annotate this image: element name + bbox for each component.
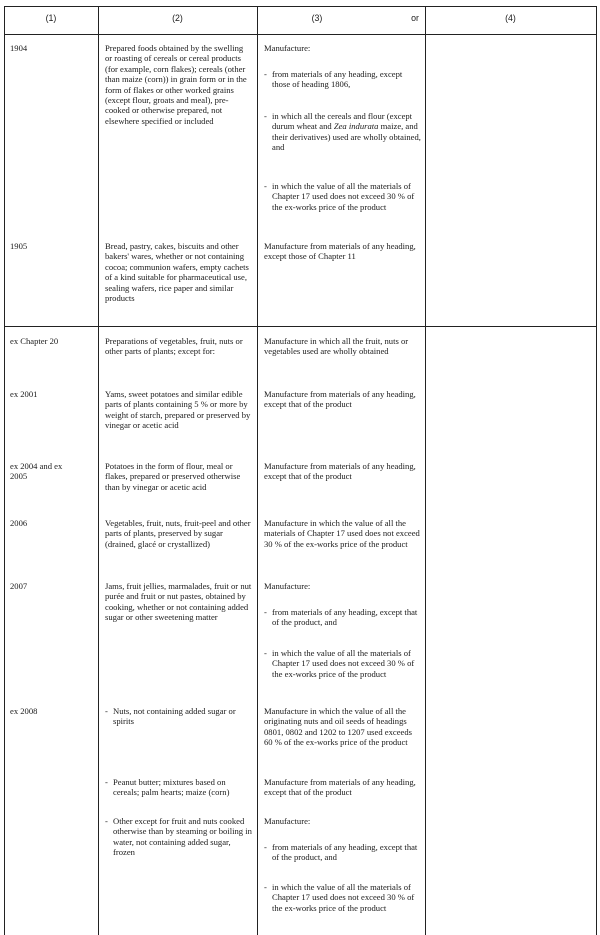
table-row-rule: Manufacture from materials of any heading, except that of the product — [264, 461, 416, 482]
chapter-divider — [4, 326, 597, 327]
dash-bullet: - — [264, 607, 267, 617]
table-row-heading: ex Chapter 20 — [10, 336, 59, 346]
table-row-rule-item: in which all the cereals and flour (except durum wheat and Zea indurata maize, and their derivatives) used are wholly obtained, and — [272, 111, 421, 153]
table-row-rule-item: in which the value of all the materials of Chapter 17 used does not exceed 30 % of the ex-works price of the product — [272, 882, 415, 913]
table-row-heading: 1904 — [10, 43, 28, 53]
table-row-rule-item: from materials of any heading, except those of heading 1806, — [272, 69, 403, 90]
table-row-heading: ex 2004 and ex 2005 — [10, 461, 63, 482]
table-row-description: Bread, pastry, cakes, biscuits and other bakers' wares, whether or not containing cocoa; communion wafers, empty cachets of a kind suitable for pharmaceutical use, sealing wafers, rice paper and similar products — [105, 241, 249, 304]
table-row-heading: ex 2008 — [10, 706, 38, 716]
table-row-rule-intro: Manufacture: — [264, 43, 311, 53]
table-top-border — [4, 6, 597, 7]
table-row-rule-item: from materials of any heading, except that of the product, and — [272, 607, 418, 628]
table-row-rule: Manufacture in which the value of all the materials of Chapter 17 used does not exceed 30 % of the ex-works price of the product — [264, 518, 420, 549]
table-row-rule: Manufacture from materials of any heading, except those of Chapter 11 — [264, 241, 416, 262]
table-row-description: Jams, fruit jellies, marmalades, fruit or nut purée and fruit or nut pastes, obtained by cooking, whether or not containing added sugar or other sweetening matter — [105, 581, 252, 623]
dash-bullet: - — [105, 777, 108, 787]
table-row-rule-item: in which the value of all the materials of Chapter 17 used does not exceed 30 % of the ex-works price of the product — [272, 181, 415, 212]
column-header-2: (2) — [172, 13, 183, 23]
column-border-1-2 — [98, 6, 99, 935]
dash-bullet: - — [105, 706, 108, 716]
column-header-3: (3) — [311, 13, 323, 23]
column-border-left — [4, 6, 5, 935]
table-row-description: Other except for fruit and nuts cooked otherwise than by steaming or boiling in water, not containing added sugar, frozen — [113, 816, 252, 858]
column-header-4: (4) — [505, 13, 516, 23]
column-header-1: (1) — [45, 13, 57, 23]
table-row-rule-intro: Manufacture: — [264, 816, 311, 826]
column-border-2-3 — [257, 6, 258, 935]
table-row-heading: ex 2001 — [10, 389, 38, 399]
dash-bullet: - — [264, 181, 267, 191]
table-row-heading: 2006 — [10, 518, 28, 528]
dash-bullet: - — [264, 842, 267, 852]
column-header-or: or — [411, 13, 419, 23]
table-row-description: Prepared foods obtained by the swelling or roasting of cereals or cereal products (for example, corn flakes); cereals (other than maize (corn)) in grain form or in the form of flakes or other worked grains (except flour, groats and meal), pre-cooked or otherwise prepared, not elsewhere specified or included — [105, 43, 247, 126]
table-row-description: Nuts, not containing added sugar or spirits — [113, 706, 236, 727]
dash-bullet: - — [264, 111, 267, 121]
table-row-heading: 1905 — [10, 241, 28, 251]
table-row-heading: 2007 — [10, 581, 28, 591]
column-border-right — [596, 6, 597, 935]
table-row-rule: Manufacture in which all the fruit, nuts or vegetables used are wholly obtained — [264, 336, 409, 357]
header-bottom-border — [4, 34, 597, 35]
table-row-rule-intro: Manufacture: — [264, 581, 311, 591]
dash-bullet: - — [264, 69, 267, 79]
dash-bullet: - — [105, 816, 108, 826]
table-row-rule: Manufacture from materials of any heading, except that of the product — [264, 777, 416, 798]
table-row-rule: Manufacture from materials of any heading, except that of the product — [264, 389, 416, 410]
dash-bullet: - — [264, 648, 267, 658]
dash-bullet: - — [264, 882, 267, 892]
table-row-rule-item: in which the value of all the materials of Chapter 17 used does not exceed 30 % of the ex-works price of the product — [272, 648, 415, 679]
table-row-description: Peanut butter; mixtures based on cereals; palm hearts; maize (corn) — [113, 777, 230, 798]
table-row-description: Preparations of vegetables, fruit, nuts or other parts of plants; except for: — [105, 336, 243, 357]
table-row-description: Yams, sweet potatoes and similar edible parts of plants containing 5 % or more by weight of starch, prepared or preserved by vinegar or acetic acid — [105, 389, 251, 431]
table-row-description: Potatoes in the form of flour, meal or flakes, prepared or preserved otherwise than by vinegar or acetic acid — [105, 461, 241, 492]
column-border-3-4 — [425, 6, 426, 935]
table-row-rule-item: from materials of any heading, except that of the product, and — [272, 842, 418, 863]
table-row-rule: Manufacture in which the value of all the originating nuts and oil seeds of headings 0801, 0802 and 1202 to 1207 used exceeds 60 % of the ex-works price of the product — [264, 706, 412, 748]
table-row-description: Vegetables, fruit, nuts, fruit-peel and other parts of plants, preserved by sugar (drained, glacé or crystallized) — [105, 518, 251, 549]
